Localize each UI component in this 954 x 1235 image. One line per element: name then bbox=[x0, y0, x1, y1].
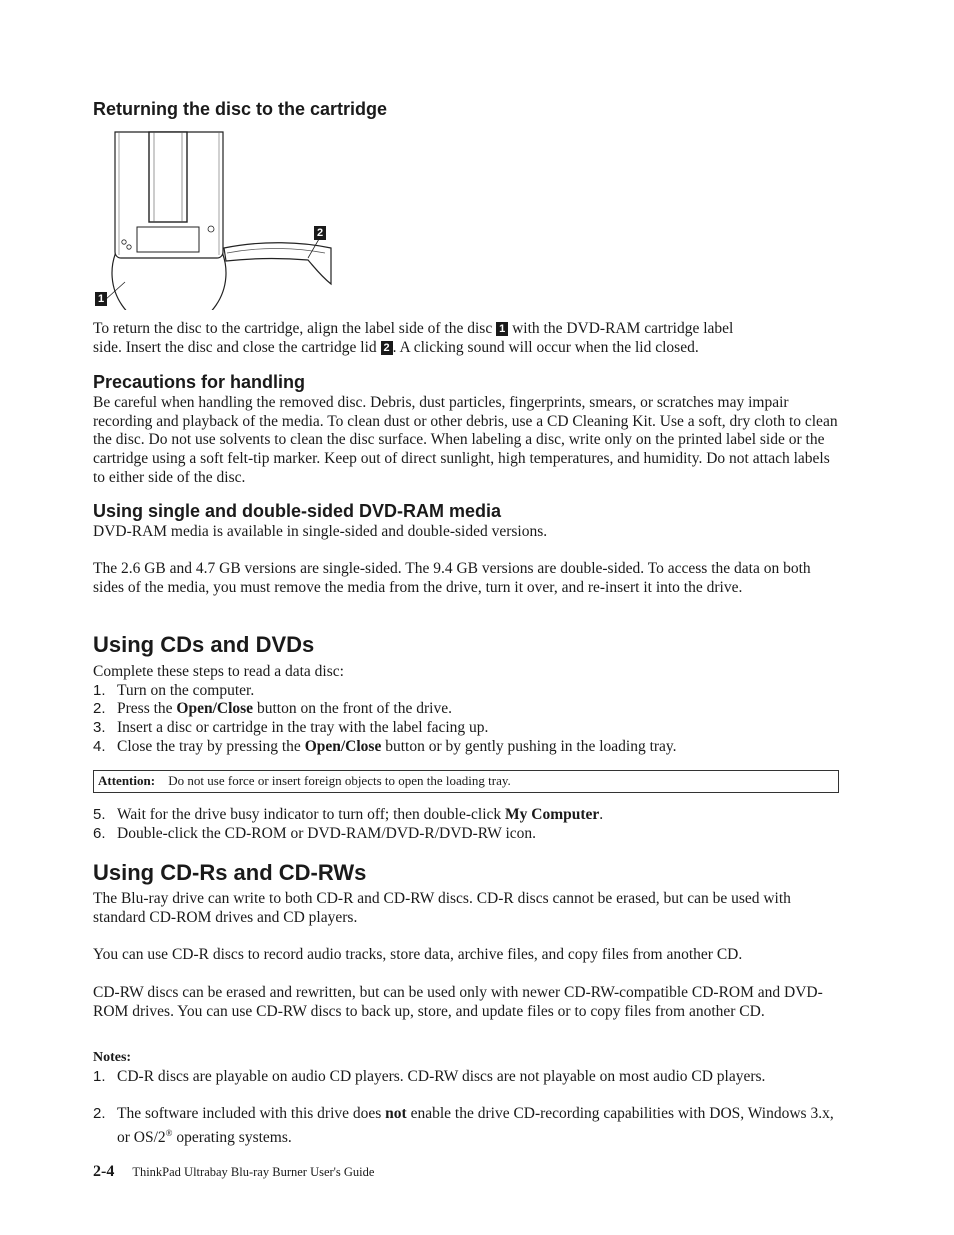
step-number: 4. bbox=[93, 738, 106, 755]
step-text: Press the Open/Close button on the front of the drive. bbox=[117, 700, 452, 717]
notes-label: Notes: bbox=[93, 1050, 132, 1065]
step-text: Close the tray by pressing the Open/Close button or by gently pushing in the loading tray. bbox=[117, 738, 677, 755]
returning-paragraph bbox=[93, 320, 839, 357]
note-number: 1. bbox=[93, 1068, 106, 1085]
attention-text: Do not use force or insert foreign objects to open the loading tray. bbox=[168, 773, 511, 788]
not-emphasis: not bbox=[385, 1105, 407, 1122]
returning-text-a: To return the disc to the cartridge, align the label side of the disc bbox=[93, 320, 493, 337]
open-close-label: Open/Close bbox=[176, 700, 254, 717]
step-text: Wait for the drive busy indicator to turn off; then double-click My Computer. bbox=[117, 806, 604, 823]
returning-text-b: with the DVD-RAM cartridge label bbox=[512, 320, 734, 337]
attention-box bbox=[93, 770, 839, 793]
book-title: ThinkPad Ultrabay Blu-ray Burner User's Guide bbox=[132, 1165, 375, 1179]
step-text: Double-click the CD-ROM or DVD-RAM/DVD-R/DVD-RW icon. bbox=[117, 825, 537, 842]
step-text: Turn on the computer. bbox=[117, 682, 255, 699]
note-number: 2. bbox=[93, 1105, 106, 1122]
page-number: 2-4 bbox=[93, 1163, 115, 1180]
returning-text-d: . A clicking sound will occur when the lid closed. bbox=[392, 338, 699, 356]
step-number: 3. bbox=[93, 719, 106, 736]
section-heading-precautions: Precautions for handling bbox=[93, 372, 306, 392]
media-paragraph-2: The 2.6 GB and 4.7 GB versions are single-sided. The 9.4 GB versions are double-sided. To access the data on both sides of the media, you must remove the media from the drive, turn it over, and re-insert it into the drive. bbox=[93, 560, 811, 596]
open-close-label: Open/Close bbox=[304, 738, 382, 755]
cdr-paragraph-3: CD-RW discs can be erased and rewritten, but can be used only with newer CD-RW-compatible CD-ROM and DVD-ROM drives. You can use CD-RW discs to back up, store, and update files or to copy files from another CD. bbox=[93, 984, 823, 1020]
step-text: Insert a disc or cartridge in the tray with the label facing up. bbox=[117, 719, 489, 736]
cds-intro: Complete these steps to read a data disc: bbox=[93, 663, 344, 680]
section-heading-returning: Returning the disc to the cartridge bbox=[93, 99, 388, 119]
media-paragraph-1: DVD-RAM media is available in single-sided and double-sided versions. bbox=[93, 523, 548, 540]
section-heading-cds-dvds: Using CDs and DVDs bbox=[93, 632, 315, 657]
section-heading-media: Using single and double-sided DVD-RAM media bbox=[93, 501, 502, 521]
precautions-paragraph: Be careful when handling the removed disc. Debris, dust particles, fingerprints, smears, or scratches may impair recording and playback of the media. To clean dust or other debris, use a CD Cleaning Kit. Use a soft, dry cloth to clean the disc. Do not use solvents to clean the disc surface. When labeling a disc, write only on the printed label side or the cartridge using a soft felt-tip marker. Keep out of direct sunlight, high temperatures, and humidity. Do not attach labels to either side of the disc. bbox=[93, 394, 838, 486]
returning-text-c: side. Insert the disc and close the cartridge lid bbox=[93, 338, 377, 356]
step-number: 2. bbox=[93, 700, 106, 717]
my-computer-label: My Computer bbox=[505, 806, 600, 823]
cdr-paragraph-2: You can use CD-R discs to record audio tracks, store data, archive files, and copy files from another CD. bbox=[93, 946, 743, 963]
step-number: 5. bbox=[93, 806, 106, 823]
figure-callout-1: 1 bbox=[95, 292, 107, 306]
attention-label: Attention: bbox=[98, 773, 156, 788]
callout-2: 2 bbox=[381, 341, 393, 355]
step-number: 1. bbox=[93, 682, 106, 699]
note-text: CD-R discs are playable on audio CD players. CD-RW discs are not playable on most audio CD players. bbox=[117, 1068, 766, 1085]
callout-1: 1 bbox=[496, 322, 508, 336]
page-footer bbox=[93, 1163, 374, 1181]
step-number: 6. bbox=[93, 825, 106, 842]
cartridge-figure bbox=[93, 130, 343, 310]
figure-callout-2: 2 bbox=[314, 226, 326, 240]
cdr-paragraph-1: The Blu-ray drive can write to both CD-R and CD-RW discs. CD-R discs cannot be erased, but can be used with standard CD-ROM drives and CD players. bbox=[93, 890, 791, 926]
section-heading-cdr: Using CD-Rs and CD-RWs bbox=[93, 860, 367, 885]
note-text: The software included with this drive does not enable the drive CD-recording capabilities with DOS, Windows 3.x, or OS/2® operating systems. bbox=[117, 1105, 834, 1146]
registered-mark: ® bbox=[165, 1127, 173, 1138]
cartridge-illustration bbox=[93, 130, 343, 310]
